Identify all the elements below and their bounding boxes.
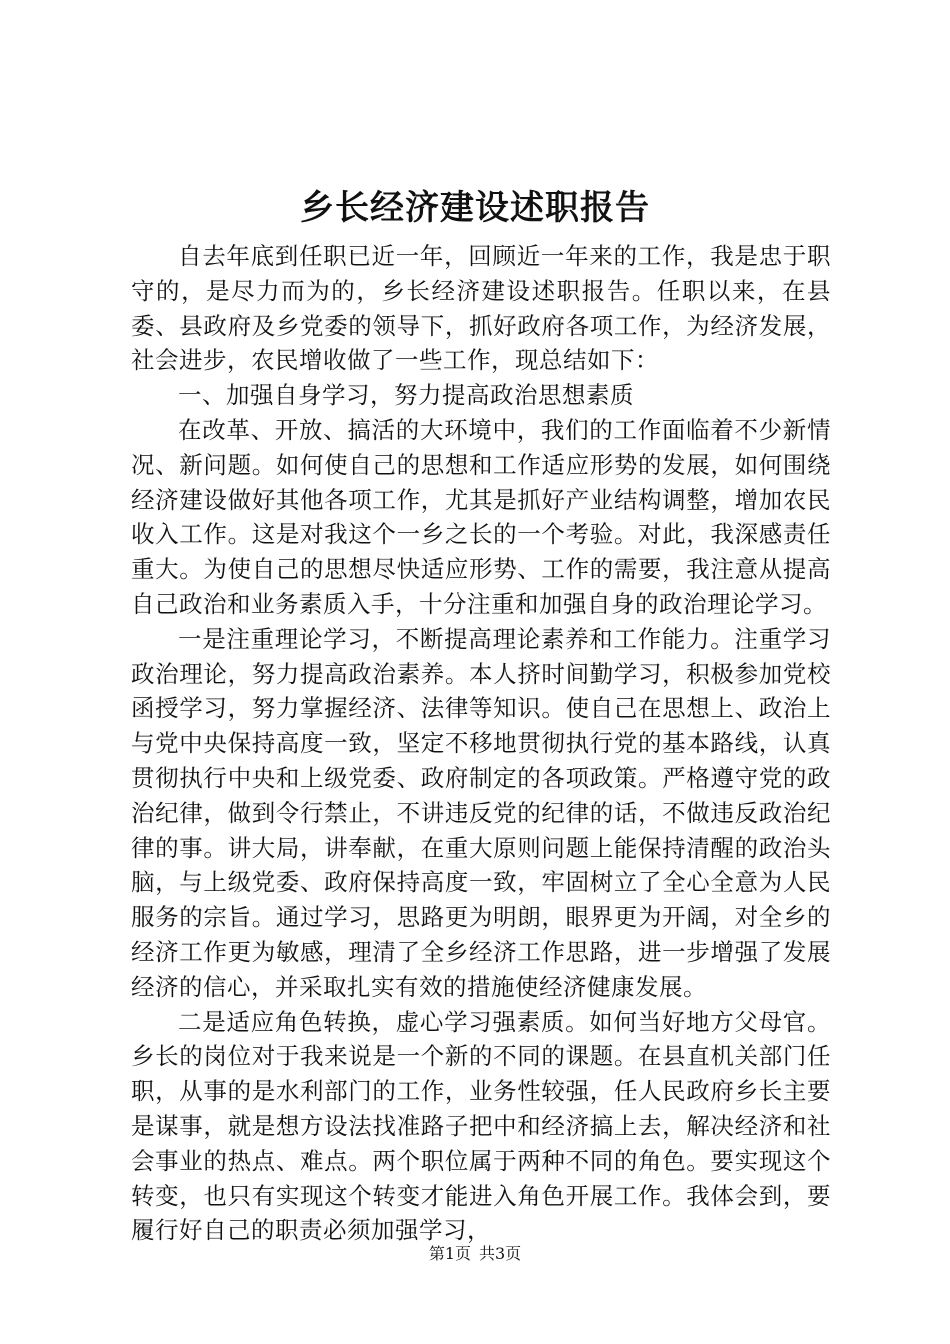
paragraph-point-1: 一是注重理论学习，不断提高理论素养和工作能力。注重学习政治理论，努力提高政治素养。本人挤时间勤学习，积极参加党校函授学习，努力掌握经济、法律等知识。使自己在思想上、政治上与党中央保持高度一致，坚定不移地贯彻执行党的基本路线，认真贯彻执行中央和上级党委、政府制定的各项政策。严格遵守党的政治纪律，做到令行禁止，不讲违反党的纪律的话，不做违反政治纪律的事。讲大局，讲奉献，在重大原则问题上能保持清醒的政治头脑，与上级党委、政府保持高度一致，牢固树立了全心全意为人民服务的宗旨。通过学习，思路更为明朗，眼界更为开阔，对全乡的经济工作更为敏感，理清了全乡经济工作思路，进一步增强了发展经济的信心，并采取扎实有效的措施使经济健康发展。 bbox=[131, 624, 831, 1001]
paragraph-section-1: 在改革、开放、搞活的大环境中，我们的工作面临着不少新情况、新问题。如何使自己的思想和工作适应形势的发展，如何围绕经济建设做好其他各项工作，尤其是抓好产业结构调整，增加农民收入工作。这是对我这个一乡之长的一个考验。对此，我深感责任重大。为使自己的思想尽快适应形势、工作的需要，我注意从提高自己政治和业务素质入手，十分注重和加强自身的政治理论学习。 bbox=[131, 415, 831, 618]
document-body bbox=[131, 239, 831, 1248]
paragraph-intro: 自去年底到任职已近一年，回顾近一年来的工作，我是忠于职守的，是尽力而为的，乡长经济建设述职报告。任职以来，在县委、县政府及乡党委的领导下，抓好政府各项工作，为经济发展，社会进步，农民增收做了一些工作，现总结如下： bbox=[131, 242, 831, 375]
page-footer bbox=[0, 1243, 950, 1265]
page-number-current: 第1页 bbox=[428, 1244, 471, 1263]
paragraph-point-2: 二是适应角色转换，虚心学习强素质。如何当好地方父母官。乡长的岗位对于我来说是一个新的不同的课题。在县直机关部门任职，从事的是水利部门的工作，业务性较强，任人民政府乡长主要是谋事，就是想方设法找准路子把中和经济搞上去，解决经济和社会事业的热点、难点。两个职位属于两种不同的角色。要实现这个转变，也只有实现这个转变才能进入角色开展工作。我体会到，要履行好自己的职责必须加强学习， bbox=[131, 1007, 831, 1245]
document-title: 乡长经济建设述职报告 bbox=[300, 188, 650, 228]
page-number-total: 共3页 bbox=[479, 1244, 522, 1263]
section-heading-1: 一、加强自身学习，努力提高政治思想素质 bbox=[178, 381, 634, 410]
